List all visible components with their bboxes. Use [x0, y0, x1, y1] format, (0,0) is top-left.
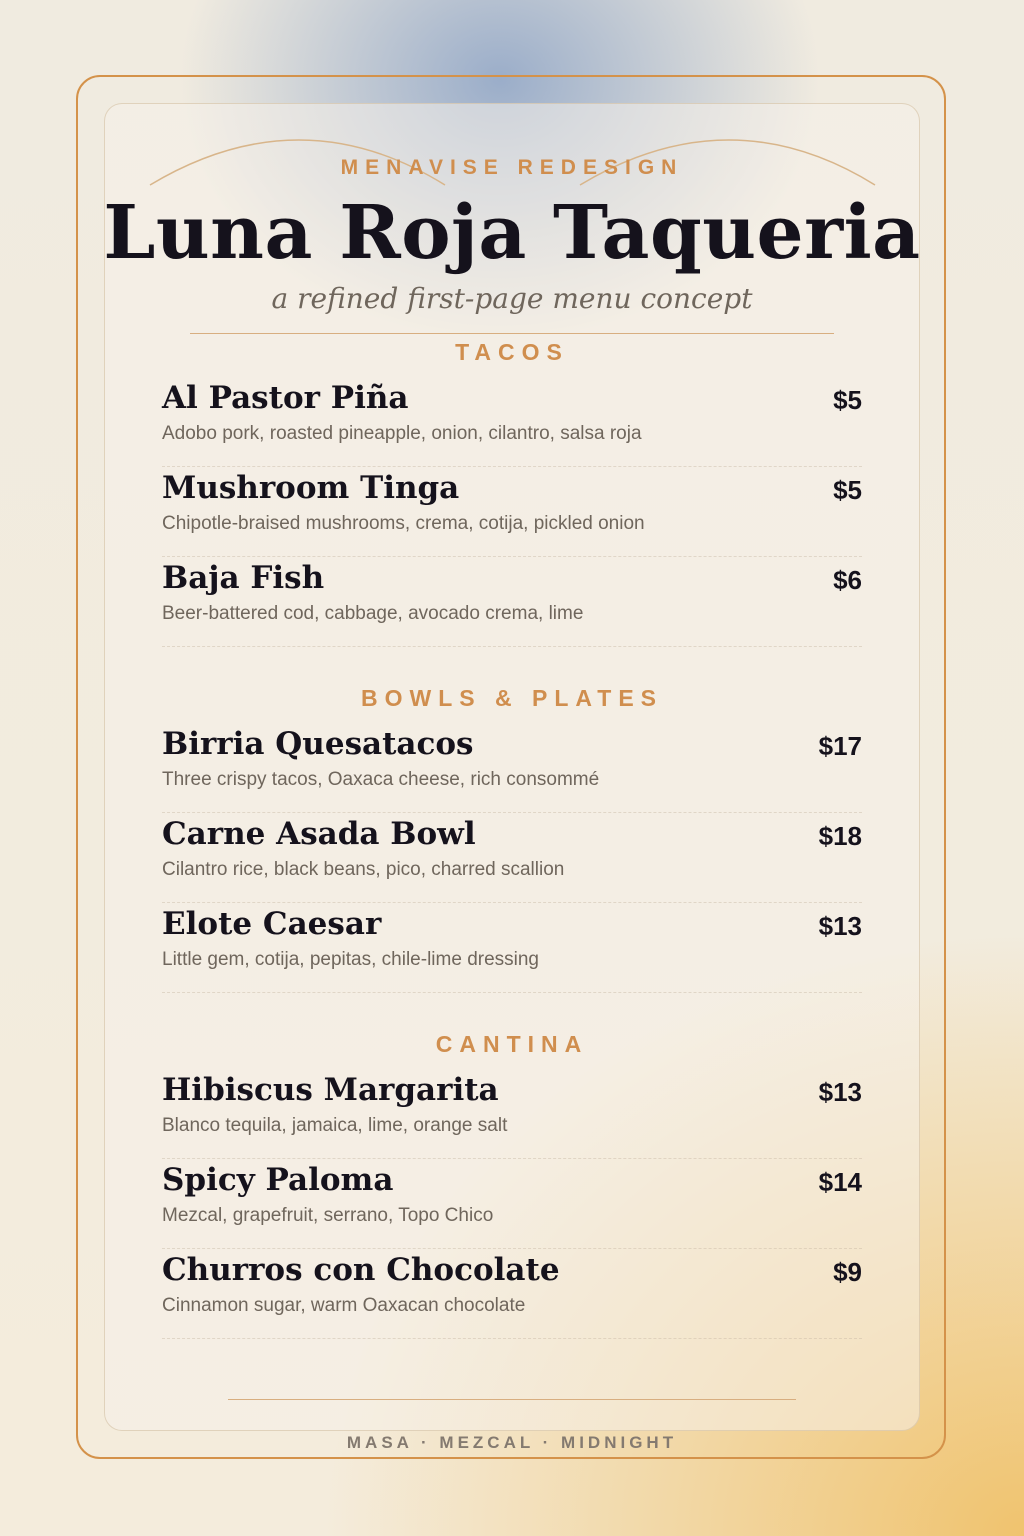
menu-item[interactable] — [162, 560, 862, 650]
item-name: Baja Fish — [162, 560, 325, 596]
item-price: $18 — [818, 821, 862, 851]
header-kicker: MENAVISE REDESIGN — [340, 156, 684, 179]
item-divider — [162, 556, 862, 557]
item-description: Chipotle-braised mushrooms, crema, cotija, pickled onion — [162, 513, 645, 534]
menu-item[interactable] — [162, 816, 862, 906]
item-price: $5 — [833, 475, 862, 505]
item-name: Spicy Paloma — [162, 1162, 394, 1198]
item-divider — [162, 1248, 862, 1249]
item-description: Adobo pork, roasted pineapple, onion, cilantro, salsa roja — [162, 423, 642, 444]
section-title-tacos: TACOS — [455, 339, 569, 365]
item-description: Cilantro rice, black beans, pico, charred scallion — [162, 859, 565, 880]
item-description: Beer-battered cod, cabbage, avocado crema, lime — [162, 603, 584, 624]
item-description: Little gem, cotija, pepitas, chile-lime dressing — [162, 949, 540, 970]
item-price: $13 — [818, 1077, 862, 1107]
item-description: Blanco tequila, jamaica, lime, orange salt — [162, 1115, 508, 1136]
item-name: Churros con Chocolate — [162, 1252, 560, 1288]
item-name: Mushroom Tinga — [162, 470, 460, 506]
item-divider — [162, 902, 862, 903]
item-name: Carne Asada Bowl — [162, 816, 476, 852]
menu-item[interactable] — [162, 726, 862, 816]
item-divider — [162, 1158, 862, 1159]
item-divider — [162, 466, 862, 467]
item-price: $14 — [818, 1167, 862, 1197]
menu-item[interactable] — [162, 906, 862, 996]
footer-tagline: MASA · MEZCAL · MIDNIGHT — [346, 1433, 678, 1452]
item-price: $9 — [833, 1257, 862, 1287]
section-title-bowls-plates: BOWLS & PLATES — [360, 685, 663, 711]
menu-item[interactable] — [162, 380, 862, 470]
restaurant-title: Luna Roja Taqueria — [103, 190, 921, 276]
section-title-cantina: CANTINA — [435, 1031, 589, 1057]
item-description: Cinnamon sugar, warm Oaxacan chocolate — [162, 1295, 526, 1316]
item-divider — [162, 812, 862, 813]
item-price: $17 — [818, 731, 862, 761]
item-name: Elote Caesar — [162, 906, 382, 942]
item-description: Three crispy tacos, Oaxaca cheese, rich consommé — [162, 769, 600, 790]
item-price: $13 — [818, 911, 862, 941]
header-divider — [190, 333, 834, 334]
item-price: $5 — [833, 385, 862, 415]
item-divider — [162, 1338, 862, 1339]
footer-divider — [228, 1399, 796, 1400]
menu-item[interactable] — [162, 1162, 862, 1252]
menu-item[interactable] — [162, 1072, 862, 1162]
item-divider — [162, 646, 862, 647]
item-divider — [162, 992, 862, 993]
menu-item[interactable] — [162, 470, 862, 560]
item-description: Mezcal, grapefruit, serrano, Topo Chico — [162, 1205, 494, 1226]
menu-subtitle: a refined first-page menu concept — [271, 282, 753, 315]
menu-item[interactable] — [162, 1252, 862, 1342]
item-name: Birria Quesatacos — [162, 726, 474, 762]
item-price: $6 — [833, 565, 862, 595]
item-name: Al Pastor Piña — [162, 380, 409, 416]
item-name: Hibiscus Margarita — [162, 1072, 499, 1108]
